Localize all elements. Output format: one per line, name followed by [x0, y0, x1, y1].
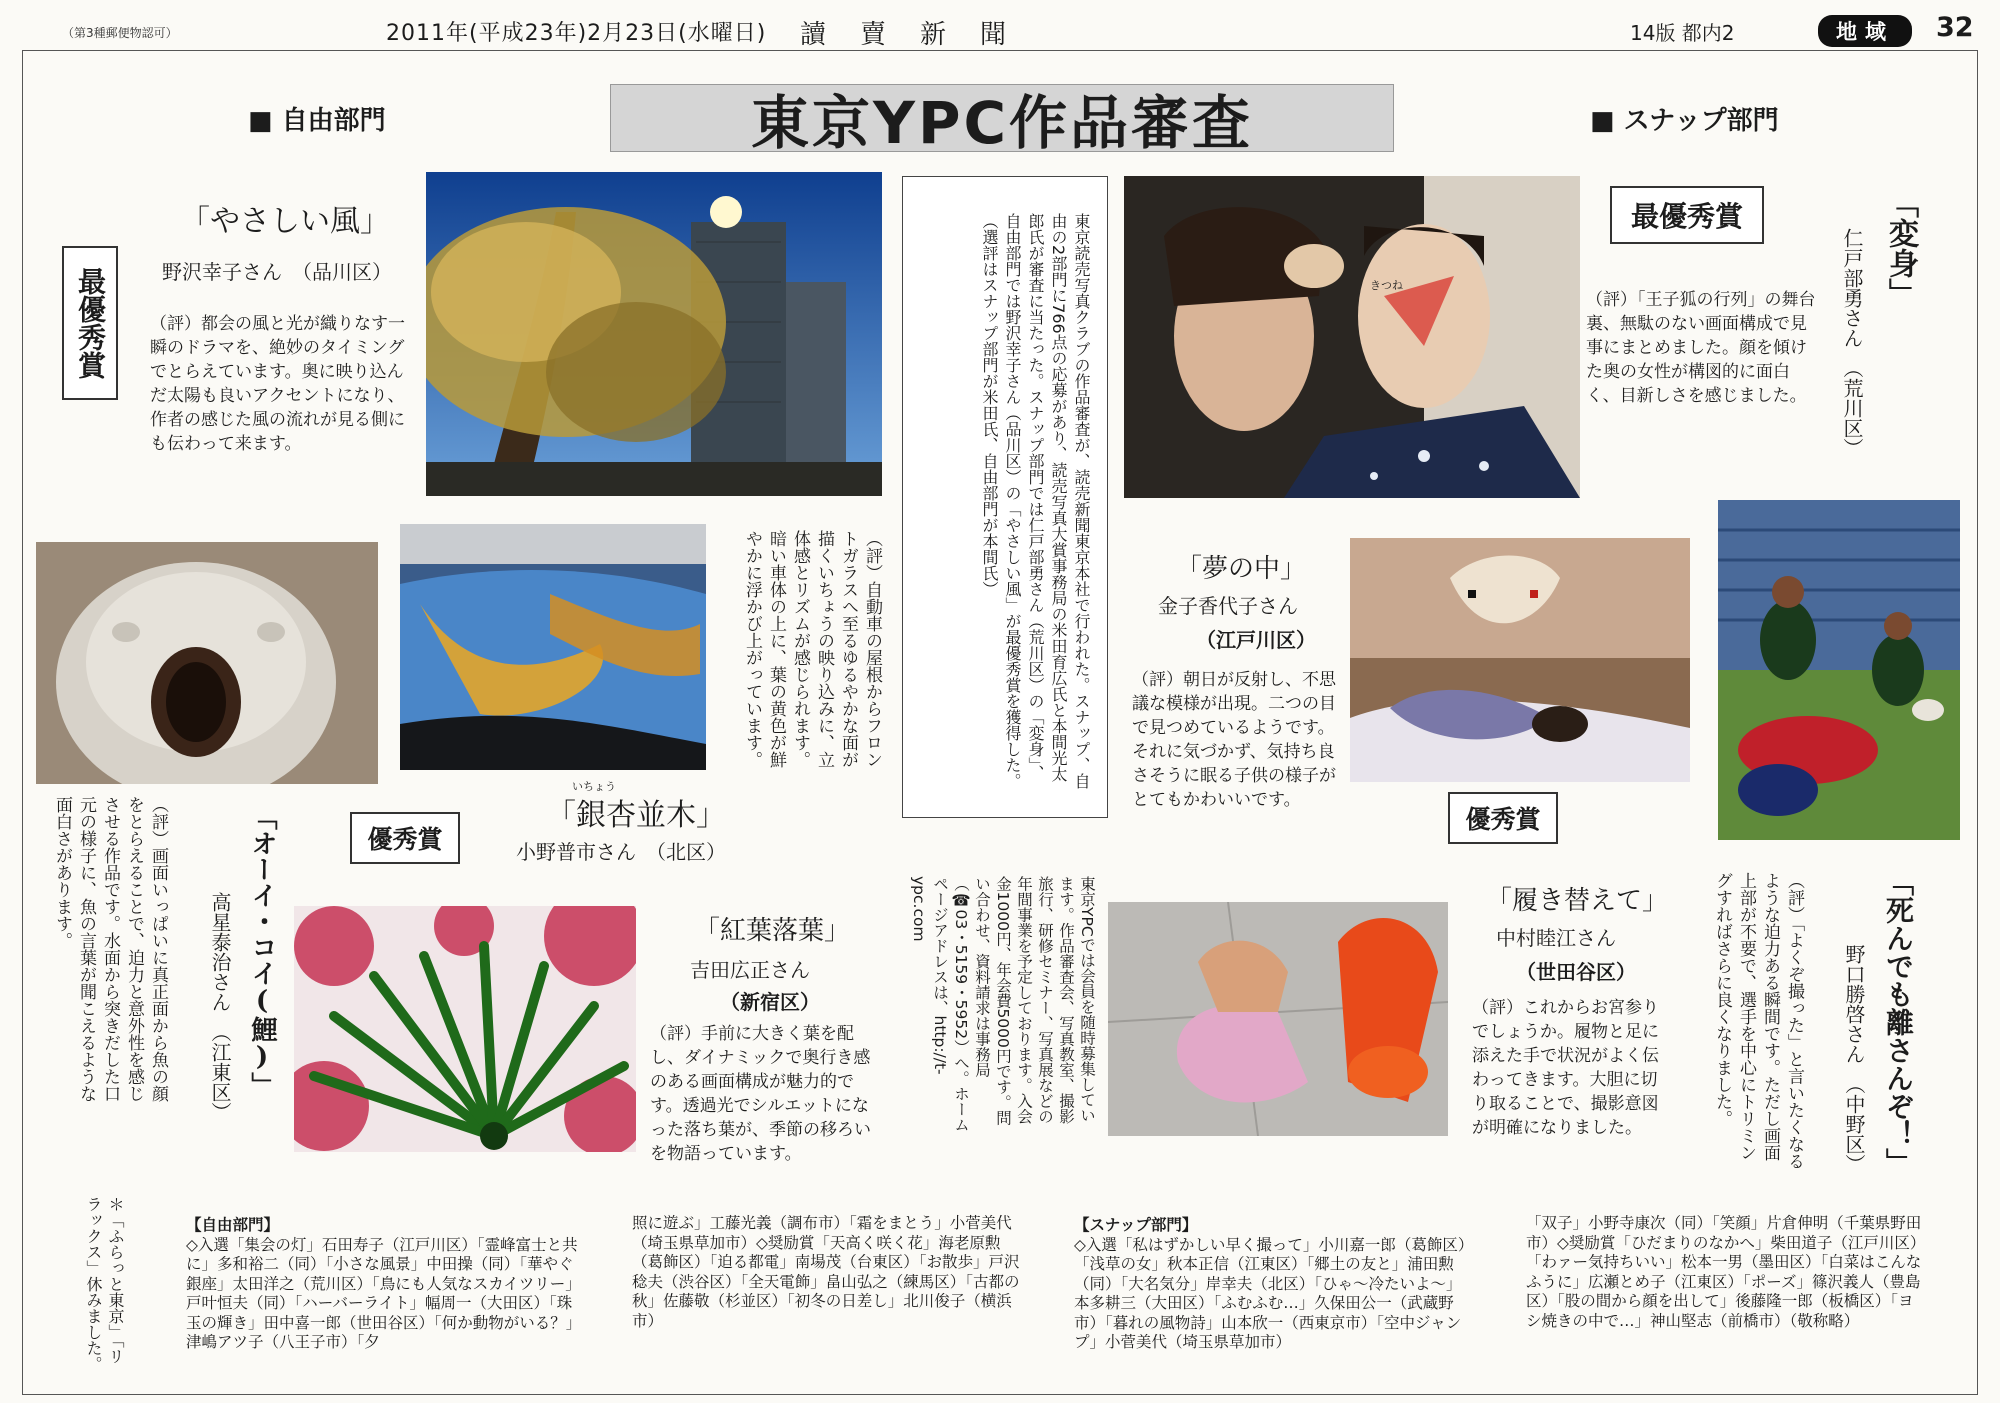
review-henshin: （評）「王子狐の行列」の舞台裏、無駄のない画面構成で見事にまとめました。顔を傾けた奥の女性が構図的に面白く、目新しさを感じました。 [1586, 290, 1816, 406]
ruby-kitsune: きつね [1370, 279, 1403, 292]
review-kouyou: （評）手前に大きく葉を配し、ダイナミックで奥行き感のある画面構成が魅力的です。透過光でシルエットになった落ち葉が、季節の移ろいを物語っています。 [650, 1024, 871, 1164]
photo-henshin [1124, 176, 1580, 498]
title-yume: 「夢の中」 [1176, 554, 1307, 584]
photo-yasashii-kaze [426, 172, 882, 496]
author-koi: 高星泰治さん （江東区） [208, 892, 232, 1122]
newspaper-name: 讀賣新聞 [800, 20, 1041, 50]
review-ginkgo: （評）自動車の屋根からフロントガラスへ至るゆるやかな面が描くいちょうの映り込みに、立体感とリズムが感じられます。暗い車体の上に、葉の黄色が鮮やかに浮かび上がっています。 [742, 530, 882, 768]
author-ginkgo: 小野普市さん （北区） [516, 840, 726, 864]
list-free-2: 照に遊ぶ」工藤光義（調布市）「霜をまとう」小菅美代（埼玉県草加市）◇奨励賞「天高く咲く花」海老原勲（葛飾区）「迫る都電」南場茂（台東区）「お散歩」戸沢稔夫（渋谷区）「全天電飾」畠山弘之（練馬区）「古都の秋」佐藤敬（杉並区）「初冬の日差し」北川俊子（横浜市） [632, 1214, 1020, 1330]
author-hakikae: 中村睦江さん [1496, 926, 1616, 950]
ward-yume: （江戸川区） [1196, 628, 1316, 652]
photo-yume [1350, 538, 1690, 782]
page-number: 32 [1936, 12, 1974, 43]
award-badge-excellent-snap: 優秀賞 [1448, 792, 1558, 844]
review-yasashii: （評）都会の風と光が織りなす一瞬のドラマを、絶妙のタイミングでとらえています。奥に映り込んだ太陽も良いアクセントになり、作者の感じた風の流れが見る側にも伝わって来ます。 [150, 314, 405, 454]
award-badge-top-free: 最優秀賞 [62, 246, 118, 400]
award-badge-top-snap: 最優秀賞 [1610, 186, 1764, 244]
footnote: ＊「ふらっと東京」「リラックス」休みました。 [84, 1196, 125, 1372]
author-yume: 金子香代子さん [1158, 594, 1298, 618]
ward-hakikae: （世田谷区） [1516, 960, 1636, 984]
intro-box [902, 176, 1108, 818]
title-ginkgo: 「銀杏並木」 [546, 798, 726, 833]
review-yume: （評）朝日が反射し、不思議な模様が出現。二つの目で見つめているようです。それに気づかず、気持ち良さそうに眠る子供の様子がとてもかわいいです。 [1132, 670, 1336, 810]
intro-text: 東京読売写真クラブの作品審査が、読売新聞東京本社で行われた。スナップ、自由の2部門に766点の応募があり、読売写真大賞事務局の米田育広氏と本間光太郎氏が審査に当たった。スナップ部門では仁戸部勇さん（荒川区）の「変身」、自由部門では野沢幸子さん（品川区）の「やさしい風」が最優秀賞を獲得した。（選評はスナップ部門が米田氏、自由部門が本間氏） [980, 213, 1091, 789]
section-badge: 地域 [1818, 15, 1912, 47]
photo-ginkgo [400, 524, 706, 770]
postal-permit: （第3種郵便物認可） [62, 26, 178, 40]
review-hakikae: （評）これからお宮参りでしょうか。履物と足に添えた手で状況がよく伝わってきます。大胆に切り取ることで、撮影意図が明確になりました。 [1472, 998, 1659, 1138]
headline: 東京YPC作品審査 [610, 84, 1394, 152]
award-badge-excellent-free: 優秀賞 [350, 812, 460, 864]
edition-label: 14版 都内2 [1630, 21, 1735, 45]
section-snap-label: ■ スナップ部門 [1590, 106, 1779, 136]
list-free-text-1: ◇入選「集会の灯」石田寿子（江戸川区）「霊峰富士と共に」多和裕二（同）「小さな風景」中田操（同）「華やぐ銀座」太田洋之（荒川区）「鳥にも人気なスカイツリー」戸叶恒夫（同）「ハーバーライト」幅周一（大田区）「珠玉の輝き」田中喜一郎（世田谷区）「何か動物がいる？」津嶋アツ子（八王子市）「夕 [186, 1235, 582, 1351]
list-snap-1 [1074, 1216, 1470, 1353]
list-free-1 [186, 1216, 584, 1353]
title-shindemo: 「死んでも離さんぞ！」 [1882, 868, 1915, 1176]
list-snap-2: 「双子」小野寺康次（同）「笑顔」片倉伸明（千葉県野田市）◇奨励賞「ひだまりのなかへ」柴田道子（江戸川区）「わァー気持ちいい」松本一男（墨田区）「白菜はこんなふうに」広瀬とめ子（江東区）「ポーズ」篠沢義人（豊島区）「股の間から顔を出して」後藤隆一郎（板橋区）「ヨシ焼きの中で…」神山堅志（前橋市）（敬称略） [1526, 1214, 1926, 1330]
title-kouyou: 「紅葉落葉」 [694, 916, 851, 946]
title-henshin: 「変身」 [1883, 188, 1918, 308]
member-notice: 東京YPCでは会員を随時募集しています。作品審査会、写真教室、撮影旅行、研修セミナー、写真展などの年間事業を予定しております。入会金1000円、年会費5000円です。問い合わせ、資料請求は事務局（☎03・5159・5952）へ。ホームページアドレスは、http://t-ypc.com [910, 876, 1096, 1133]
photo-koi [36, 542, 378, 784]
list-free-header: 【自由部門】 [186, 1216, 280, 1234]
section-free-label: ■ 自由部門 [248, 106, 386, 136]
author-shindemo: 野口勝啓さん （中野区） [1842, 944, 1866, 1174]
title-koi: 「オーイ・コイ(鯉)」 [247, 804, 277, 1098]
review-koi: （評）画面いっぱいに真正面から魚の顔をとらえることで、迫力と意外性を感じさせる作品です。水面から突きだした口元の様子に、魚の言葉が聞こえるような面白さがあります。 [52, 796, 168, 1102]
ruby-ichou: いちょう [572, 780, 616, 793]
author-kouyou: 吉田広正さん [690, 958, 810, 982]
author-henshin: 仁戸部勇さん （荒川区） [1840, 228, 1864, 458]
photo-kouyou [294, 906, 636, 1152]
list-snap-header: 【スナップ部門】 [1074, 1216, 1198, 1234]
title-hakikae: 「履き替えて」 [1486, 886, 1669, 916]
title-yasashii: 「やさしい風」 [180, 204, 390, 239]
photo-hakikae [1108, 902, 1448, 1136]
author-yasashii: 野沢幸子さん （品川区） [162, 260, 392, 284]
ward-kouyou: （新宿区） [720, 990, 820, 1014]
list-snap-text-1: ◇入選「私はずかしい早く撮って」小川嘉一郎（葛飾区）「浅草の女」秋本正信（江東区）「郷土の友と」浦田勲（同）「大名気分」岸幸夫（北区）「ひゃ〜冷たいよ〜」本多耕三（大田区）「ふむふむ…」久保田公一（武蔵野市）「暮れの風物詩」山本欣一（西東京市）「空中ジャンプ」小菅美代（埼玉県草加市） [1074, 1235, 1466, 1351]
photo-shindemo [1718, 500, 1960, 840]
issue-date: 2011年(平成23年)2月23日(水曜日) [386, 21, 767, 46]
review-shindemo: （評）「よくぞ撮った」と言いたくなるような迫力ある瞬間です。ただし画面上部が不要で、選手を中心にトリミングすればさらに良くなりました。 [1712, 872, 1804, 1170]
